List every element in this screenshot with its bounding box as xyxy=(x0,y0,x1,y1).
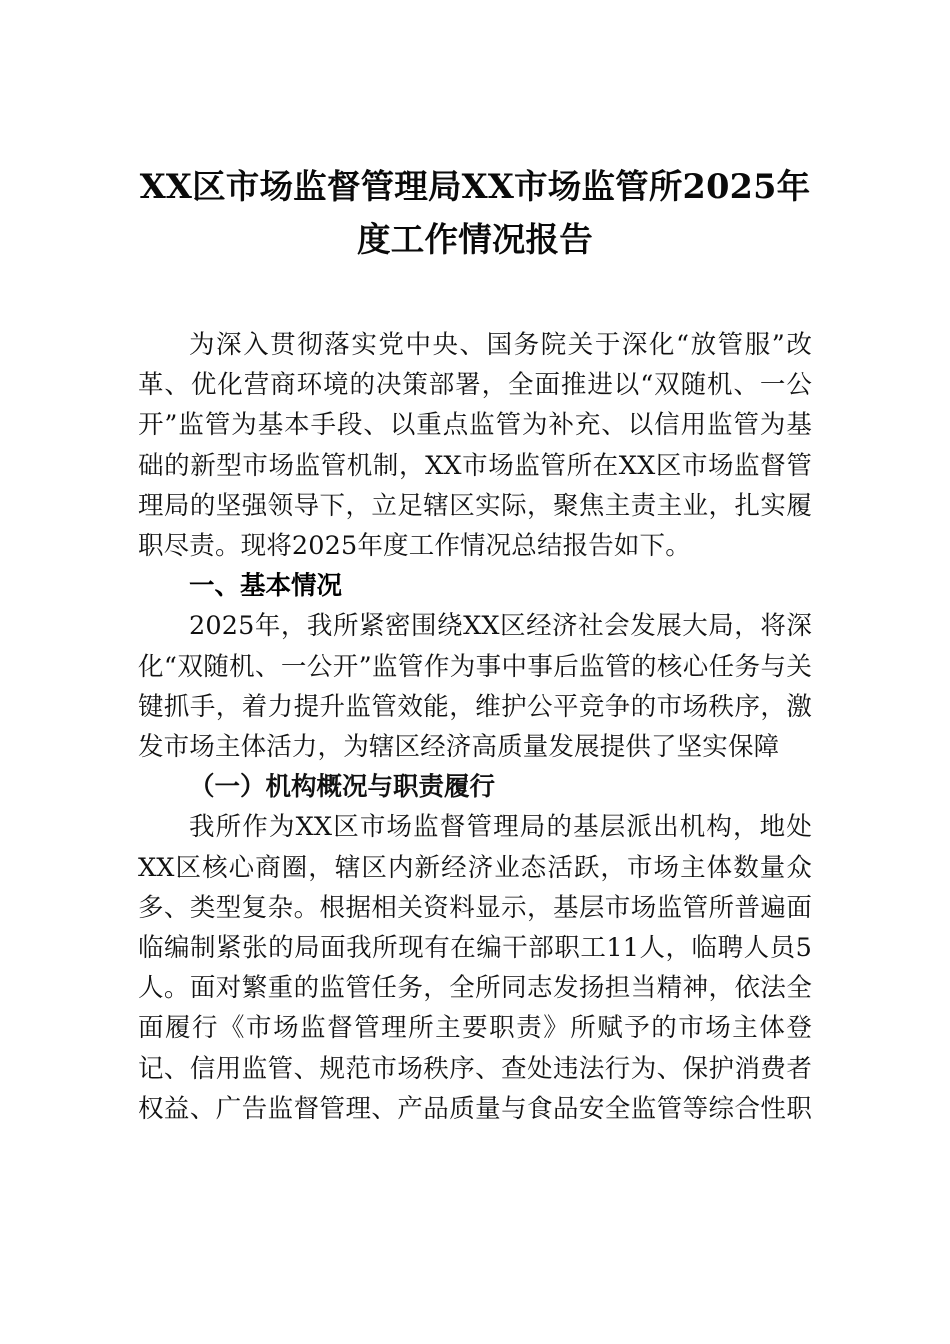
subsection-heading-org-overview-and-duties: （一）机构概况与职责履行 xyxy=(189,772,496,803)
document-text-column xyxy=(138,0,812,1129)
section-1-intro-paragraph: 2025年，我所紧密围绕XX区经济社会发展大局，将深化“双随机、一公开”监管作为事中事后监管的核心任务与关键抓手，着力提升监管效能，维护公平竞争的市场秩序，激发市场主体活力，为辖区经济高质量发展提供了坚实保障 xyxy=(138,611,812,763)
section-heading-basic-situation: 一、基本情况 xyxy=(189,571,343,602)
preamble-paragraph: 为深入贯彻落实党中央、国务院关于深化“放管服”改革、优化营商环境的决策部署，全面推进以“双随机、一公开”监管为基本手段、以重点监管为补充、以信用监管为基础的新型市场监管机制，XX市场监管所在XX区市场监督管理局的坚强领导下，立足辖区实际，聚焦主责主业，扎实履职尽责。现将2025年度工作情况总结报告如下。 xyxy=(138,330,812,562)
subsection-1-1-body-paragraph: 我所作为XX区市场监督管理局的基层派出机构，地处XX区核心商圈，辖区内新经济业态活跃，市场主体数量众多、类型复杂。根据相关资料显示，基层市场监管所普遍面临编制紧张的局面我所现有在编干部职工11人，临聘人员5人。面对繁重的监管任务，全所同志发扬担当精神，依法全面履行《市场监督管理所主要职责》所赋予的市场主体登记、信用监管、规范市场秩序、查处违法行为、保护消费者权益、广告监督管理、产品质量与食品安全监管等综合性职 xyxy=(138,812,812,1124)
document-title-line-1: XX区市场监督管理局XX市场监管所2025 xyxy=(139,167,777,206)
document-title-line-2: 年度工作情况报告 xyxy=(357,167,811,259)
document-title xyxy=(138,0,812,266)
